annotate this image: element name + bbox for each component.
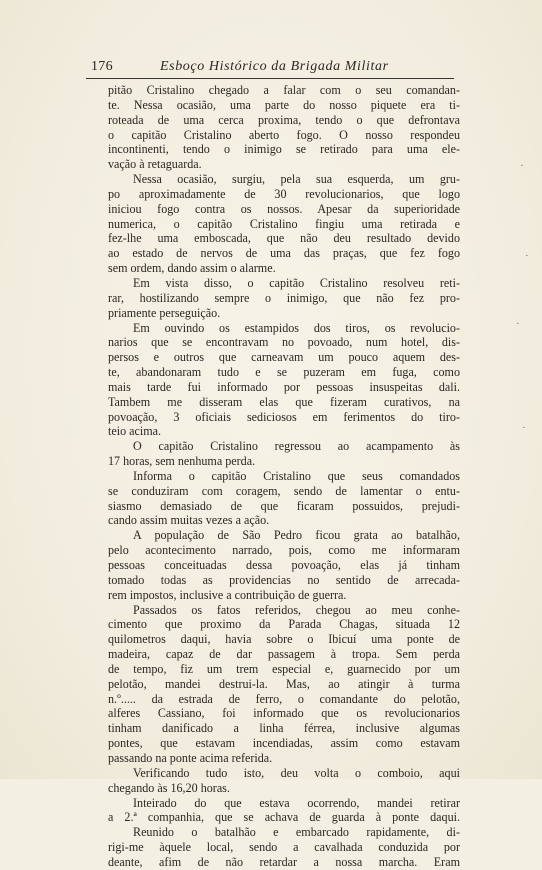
text-line: teio acima. bbox=[108, 424, 162, 439]
running-title: Esboço Histórico da Brigada Militar bbox=[160, 59, 389, 74]
text-line: deante, afim de não retardar a nossa marcha. Eram bbox=[108, 854, 460, 869]
text-line: rem impostos, inclusive a contribuição de guerra. bbox=[108, 587, 347, 602]
text-line: Reunido o batalhão e embarcado rapidamente, di- bbox=[133, 825, 460, 840]
text-line: rigi-me àquele local, sendo a cavalhada conduzida por bbox=[108, 840, 460, 855]
text-line: 17 horas, sem nenhuma perda. bbox=[108, 454, 256, 469]
text-line: Nessa ocasião, surgiu, pela sua esquerda, um gru- bbox=[133, 172, 460, 187]
page-number: 176 bbox=[91, 59, 113, 74]
text-line: chegando às 16,20 horas. bbox=[108, 780, 230, 795]
text-line: te, abandonaram tudo e se puzeram em fuga, como bbox=[108, 365, 460, 380]
text-line: ao estado de nervos de uma das praças, que fez fogo bbox=[108, 246, 460, 261]
margin-speck: · bbox=[516, 318, 520, 330]
text-line: cando assim muitas vezes a ação. bbox=[108, 513, 270, 528]
text-line: roteada de uma cerca proxima, tendo o que defrontava bbox=[108, 112, 460, 127]
body-text bbox=[108, 83, 460, 870]
text-line: o capitão Cristalino aberto fogo. O nosso respondeu bbox=[108, 127, 460, 142]
text-line: Em ouvindo os estampidos dos tiros, os revolucio- bbox=[133, 320, 460, 335]
text-line: incontinenti, tendo o inimigo se retirado para uma ele- bbox=[108, 142, 460, 157]
text-line: Verificando tudo isto, deu volta o comboio, aqui bbox=[133, 765, 460, 780]
text-line: iniciou fogo contra os nossos. Apesar da superioridade bbox=[108, 201, 460, 216]
margin-speck: · bbox=[525, 250, 529, 262]
text-line: Em vista disso, o capitão Cristalino resolveu reti- bbox=[133, 275, 460, 290]
text-line: passando na ponte acima referida. bbox=[108, 750, 273, 765]
text-line: rar, hostilizando sempre o inimigo, que não fez pro- bbox=[108, 290, 460, 305]
text-line: siasmo demasiado de que ficaram possuidos, prejudi- bbox=[108, 498, 460, 513]
text-line: persos e outros que carneavam um pouco aquem des- bbox=[108, 350, 460, 365]
margin-speck: · bbox=[520, 160, 524, 172]
text-line: povoação, 3 oficiais sediciosos em ferimentos do tiro- bbox=[108, 409, 460, 424]
text-line: O capitão Cristalino regressou ao acampamento às bbox=[133, 439, 460, 454]
text-line: quilometros daqui, havia sobre o Ibicuí uma ponte de bbox=[108, 632, 460, 647]
text-line: Inteirado do que estava ocorrendo, mandei retirar bbox=[133, 795, 460, 810]
text-line: fez-lhe uma emboscada, que não deu resultado devido bbox=[108, 231, 460, 246]
text-line: Passados os fatos referidos, chegou ao meu conhe- bbox=[133, 602, 460, 617]
text-line: cimento que proximo da Parada Chagas, situada 12 bbox=[108, 617, 460, 632]
text-line: narios que se encontravam no povoado, num hotel, dis- bbox=[108, 335, 460, 350]
text-line: alferes Cassiano, foi informado que os revolucionarios bbox=[108, 706, 460, 721]
text-line: pitão Cristalino chegado a falar com o seu comandan- bbox=[108, 83, 460, 97]
page-header bbox=[86, 58, 454, 79]
text-line: A população de São Pedro ficou grata ao batalhão, bbox=[133, 528, 460, 543]
text-line: pelotão, mandei destrui-la. Mas, ao atingir à turma bbox=[108, 676, 460, 691]
text-line: tomado todas as providencias no sentido de arrecada- bbox=[108, 572, 460, 587]
text-line: sem ordem, dando assim o alarme. bbox=[108, 261, 276, 276]
margin-speck: · bbox=[522, 422, 526, 434]
text-line: priamente perseguição. bbox=[108, 305, 221, 320]
text-line: n.º..... da estrada de ferro, o comandante do pelotão, bbox=[108, 691, 460, 706]
text-line: Tambem me disseram elas que fizeram curativos, na bbox=[108, 394, 460, 409]
text-line: se conduziram com coragem, sendo de lamentar o entu- bbox=[108, 483, 460, 498]
text-line: pessoas conceituadas dessa povoação, elas já tinham bbox=[108, 558, 460, 572]
text-line: mais tarde fui informado por pessoas insuspeitas dali. bbox=[108, 379, 460, 394]
text-line: de tempo, fiz um trem especial e, guarnecido por um bbox=[108, 661, 460, 676]
text-line: a 2.ª companhia, que se achava de guarda à ponte daqui. bbox=[108, 810, 460, 825]
text-line: madeira, capaz de dar passagem à tropa. Sem perda bbox=[108, 647, 460, 662]
text-line: pontes, que estavam incendiadas, assim como estavam bbox=[108, 736, 460, 751]
text-line: numerica, o capitão Cristalino fingiu uma retirada e bbox=[108, 216, 460, 231]
text-line: te. Nessa ocasião, uma parte do nosso piquete era ti- bbox=[108, 97, 460, 112]
text-line: vação à retaguarda. bbox=[108, 157, 202, 172]
text-line: pelo acontecimento narrado, pois, como me informaram bbox=[108, 543, 460, 558]
text-line: Informa o capitão Cristalino que seus comandados bbox=[133, 468, 460, 483]
text-line: po aproximadamente de 30 revolucionarios, que logo bbox=[108, 186, 460, 201]
text-line: tinham danificado a linha férrea, inclusive algumas bbox=[108, 721, 460, 736]
